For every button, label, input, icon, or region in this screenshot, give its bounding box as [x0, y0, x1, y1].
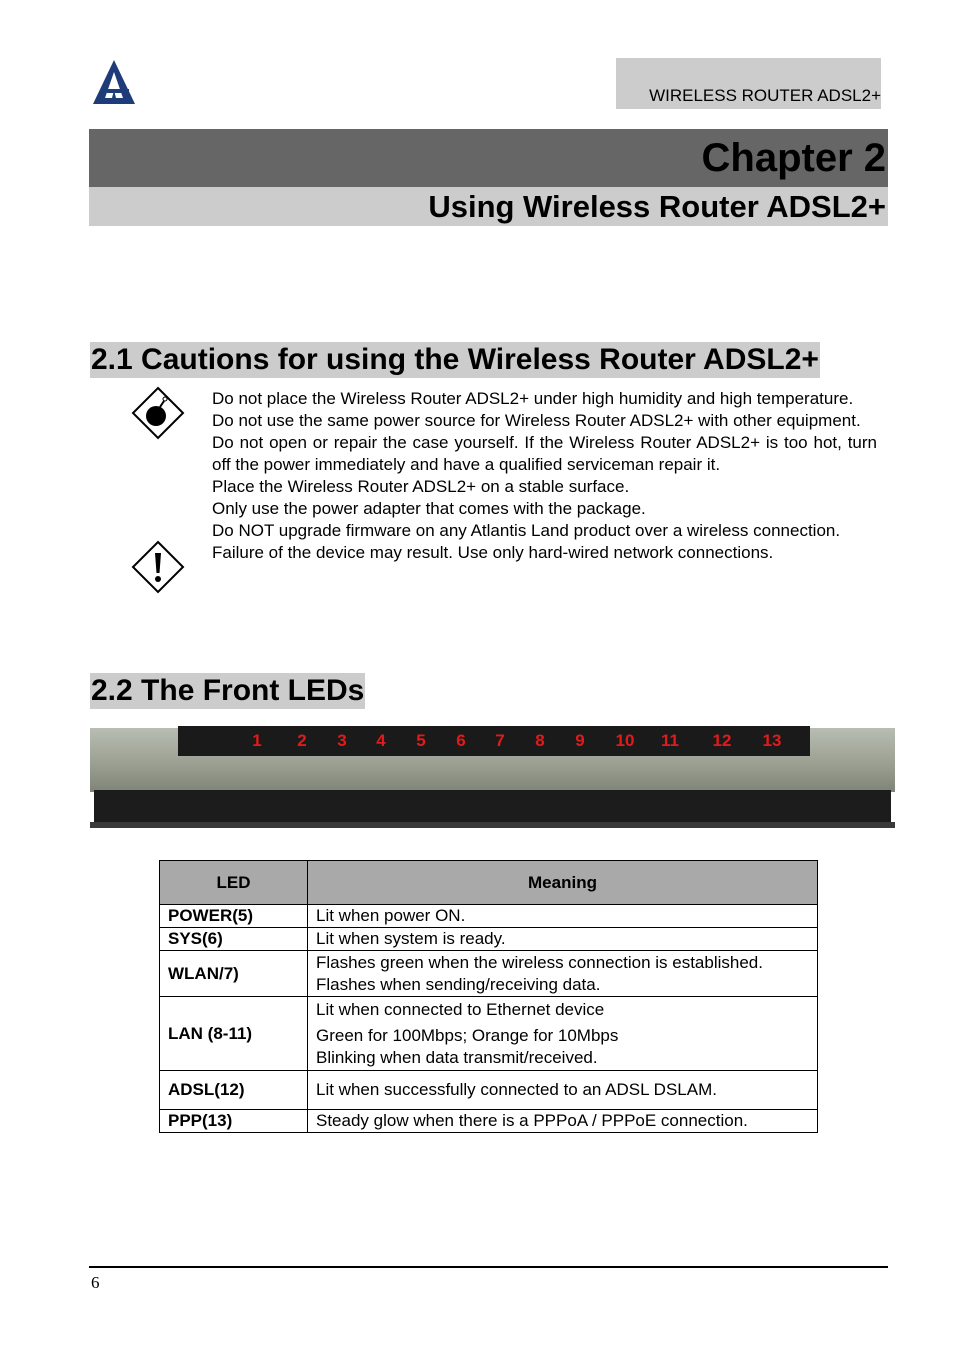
chapter-title: Chapter 2	[89, 129, 888, 187]
led-meaning-line: Lit when connected to Ethernet device	[316, 999, 605, 1019]
led-meaning-line: Blinking when data transmit/received.	[316, 1047, 598, 1067]
table-row	[160, 997, 818, 1071]
section-heading-front-leds: 2.2 The Front LEDs	[91, 674, 365, 707]
table-row	[160, 951, 818, 997]
product-tag: WIRELESS ROUTER ADSL2+	[616, 58, 881, 109]
led-table	[159, 860, 818, 1133]
caution-text: Do not use the same power source for Wireless Router ADSL2+ with other equipment.	[212, 411, 861, 430]
caution-text: Do not open or repair the case yourself. If the Wireless Router ADSL2+ is too hot, turn off the power immediately and have a qualified serviceman repair it.	[212, 433, 877, 474]
led-meaning-cell: Lit when successfully connected to an ADSL DSLAM.	[308, 1071, 818, 1110]
table-row	[160, 1110, 818, 1133]
led-name-cell: LAN (8-11)	[160, 997, 308, 1071]
led-number-label: 3	[337, 731, 347, 750]
page-number: 6	[91, 1273, 100, 1292]
chapter-subtitle: Using Wireless Router ADSL2+	[89, 187, 888, 226]
led-name-cell: ADSL(12)	[160, 1071, 308, 1110]
hot-temperature-icon	[131, 386, 185, 440]
warning-icon	[131, 540, 185, 594]
led-meaning-cell: Steady glow when there is a PPPoA / PPPoE connection.	[308, 1110, 818, 1133]
led-number-label: 1	[252, 731, 262, 750]
led-number-label: 10	[615, 731, 635, 750]
caution-text: Only use the power adapter that comes with the package.	[212, 499, 646, 518]
table-row	[160, 905, 818, 928]
led-number-label: 2	[297, 731, 307, 750]
led-number-label: 13	[762, 731, 782, 750]
cautions-list	[212, 388, 877, 564]
led-name-cell: PPP(13)	[160, 1110, 308, 1133]
table-header-row	[160, 861, 818, 905]
led-number-label: 11	[661, 731, 679, 750]
led-meaning-cell: Flashes green when the wireless connection is established. Flashes when sending/receiving data.	[308, 951, 818, 997]
led-meaning-cell: Lit when power ON.	[308, 905, 818, 928]
caution-text: Do not place the Wireless Router ADSL2+ under high humidity and high temperature.	[212, 389, 854, 408]
led-meaning-cell	[308, 997, 818, 1071]
led-number-label: 6	[456, 731, 466, 750]
table-row	[160, 928, 818, 951]
led-name-cell: SYS(6)	[160, 928, 308, 951]
router-front-panel-image	[90, 726, 895, 828]
led-number-label: 5	[416, 731, 426, 750]
led-number-label: 7	[495, 731, 505, 750]
led-name-cell: POWER(5)	[160, 905, 308, 928]
led-name-cell: WLAN/7)	[160, 951, 308, 997]
led-meaning-line: Green for 100Mbps; Orange for 10Mbps	[316, 1025, 619, 1045]
led-number-label: 8	[535, 731, 545, 750]
footer-divider	[89, 1266, 888, 1268]
section-heading-cautions: 2.1 Cautions for using the Wireless Router ADSL2+	[91, 343, 819, 376]
table-row	[160, 1071, 818, 1110]
column-header-led: LED	[160, 861, 308, 905]
caution-text: Place the Wireless Router ADSL2+ on a stable surface.	[212, 477, 630, 496]
led-number-label: 12	[712, 731, 732, 750]
led-meaning-cell: Lit when system is ready.	[308, 928, 818, 951]
atlantis-logo-icon	[90, 58, 138, 106]
column-header-meaning: Meaning	[308, 861, 818, 905]
caution-text: Failure of the device may result. Use only hard-wired network connections.	[212, 543, 774, 562]
led-number-label: 4	[376, 731, 386, 750]
led-number-label: 9	[575, 731, 585, 750]
caution-text: Do NOT upgrade firmware on any Atlantis Land product over a wireless connection.	[212, 521, 841, 540]
